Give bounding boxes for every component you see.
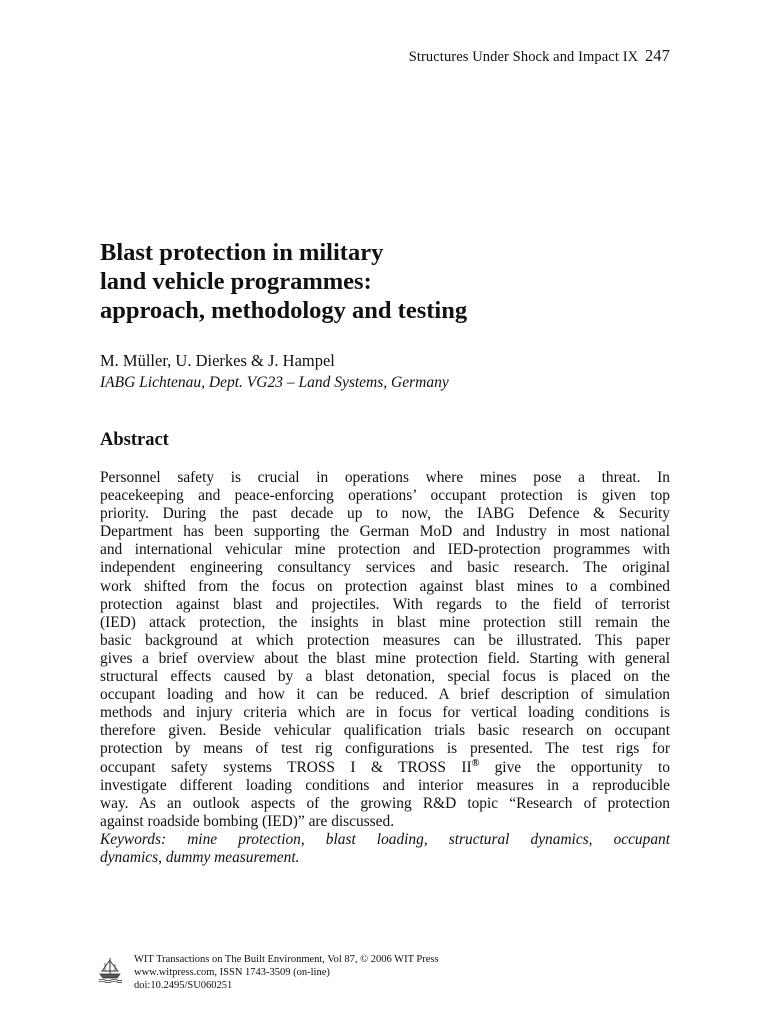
journal-name: Structures Under Shock and Impact IX <box>408 49 639 65</box>
paper-title <box>100 238 680 325</box>
title-line: approach, methodology and testing <box>100 297 468 324</box>
abstract-line: priority. During the past decade up to now, the IABG Defence & Security <box>100 505 670 523</box>
abstract-body <box>100 469 670 867</box>
abstract-line: Department has been supporting the German MoD and Industry in most national <box>100 523 670 541</box>
abstract-line: therefore given. Beside vehicular qualification trials basic research on occupant <box>100 722 670 740</box>
tross-text-after: give the opportunity to <box>479 758 671 776</box>
keywords-line: dynamics, dummy measurement. <box>100 848 300 866</box>
footer-line-series: WIT Transactions on The Built Environment, Vol 87, © 2006 WIT Press <box>134 954 439 965</box>
running-head <box>409 46 670 66</box>
abstract-line: work shifted from the focus on protection against blast mines to a combined <box>100 577 670 595</box>
abstract-line: way. As an outlook aspects of the growing R&D topic “Research of protection <box>100 794 670 812</box>
footer-text <box>134 953 439 993</box>
affiliation: IABG Lichtenau, Dept. VG23 – Land Systems, Germany <box>100 374 449 391</box>
abstract-line: protection by means of test rig configurations is presented. The test rigs for <box>100 740 670 758</box>
title-line: Blast protection in military <box>100 239 384 266</box>
footer-line-doi: doi:10.2495/SU060251 <box>134 980 233 992</box>
page-number: 247 <box>644 46 670 65</box>
tross-text-before: occupant safety systems TROSS I & TROSS II <box>100 758 472 776</box>
abstract-line: protection against blast and projectiles. With regards to the field of terrorist <box>100 595 670 613</box>
abstract-line: Personnel safety is crucial in operations where mines pose a threat. In <box>100 469 670 486</box>
abstract-line: (IED) attack protection, the insights in blast mine protection still remain the <box>100 613 670 631</box>
abstract-line: against roadside bombing (IED)” are discussed. <box>100 812 395 830</box>
footer-line-website: www.witpress.com, ISSN 1743-3509 (on-line) <box>134 967 330 979</box>
abstract-line: peacekeeping and peace-enforcing operations’ occupant protection is given top <box>100 487 670 505</box>
registered-mark: ® <box>471 757 480 769</box>
abstract-line: investigate different loading conditions and interior measures in a reproducible <box>100 776 670 794</box>
abstract-line-tross <box>100 759 670 777</box>
abstract-line: methods and injury criteria which are in focus for vertical loading conditions is <box>100 704 670 722</box>
title-line: land vehicle programmes: <box>100 268 372 295</box>
abstract-line: occupant loading and how it can be reduced. A brief description of simulation <box>100 686 670 704</box>
abstract-line: gives a brief overview about the blast mine protection field. Starting with general <box>100 649 670 667</box>
authors: M. Müller, U. Dierkes & J. Hampel <box>100 351 335 370</box>
abstract-line: structural effects caused by a blast detonation, special focus is placed on the <box>100 668 670 686</box>
abstract-line: independent engineering consultancy services and basic research. The original <box>100 559 670 577</box>
abstract-heading: Abstract <box>100 430 169 450</box>
abstract-line: and international vehicular mine protection and IED-protection programmes with <box>100 541 670 559</box>
keywords-line: Keywords: mine protection, blast loading, structural dynamics, occupant <box>100 830 670 848</box>
wit-press-ship-logo-icon <box>98 957 122 983</box>
abstract-line: basic background at which protection measures can be illustrated. This paper <box>100 631 670 649</box>
